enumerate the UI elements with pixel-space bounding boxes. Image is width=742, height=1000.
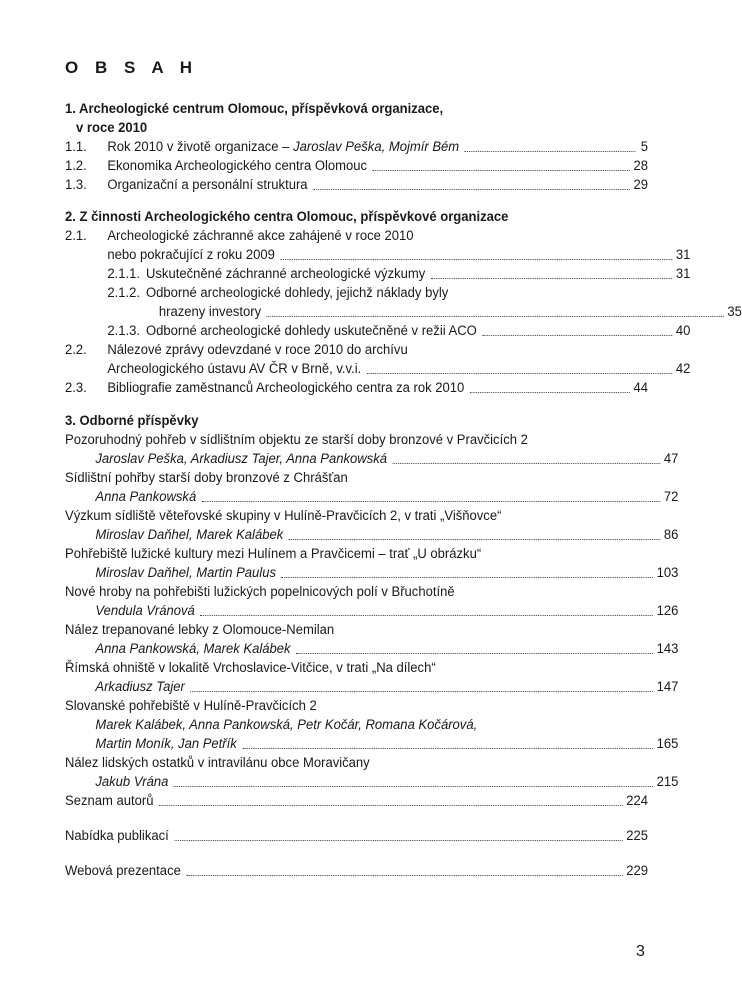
article-title[interactable]: Římská ohniště v lokalitě Vrchoslavice-Vitčice, v trati „Na dílech“ [65,660,436,676]
toc-entry[interactable]: 1.1. Rok 2010 v životě organizace – Jaroslav Peška, Mojmír Bém 5 [65,139,649,155]
page-ref: 86 [663,527,679,543]
page-ref: 225 [626,828,649,844]
page-ref: 29 [633,177,649,193]
page-ref: 47 [663,451,679,467]
page-ref: 28 [633,158,649,174]
article-title[interactable]: Pohřebiště lužické kultury mezi Hulínem a Pravčicemi – trať „U obrázku“ [65,546,482,562]
page-ref: 126 [656,603,679,619]
page-ref: 165 [656,736,679,752]
toc-entry[interactable]: 2.3. Bibliografie zaměstnanců Archeologického centra za rok 2010 44 [65,380,649,396]
toc-entry[interactable]: 2.1.1. Uskutečněné záchranné archeologické výzkumy 31 [107,266,691,282]
section-1-heading-cont: v roce 2010 [76,120,148,136]
toc-entry[interactable]: 1.3. Organizační a personální struktura 29 [65,177,649,193]
toc-entry-cont[interactable]: nebo pokračující z roku 2009 31 [107,247,691,263]
toc-title: O B S A H [65,58,199,77]
page-ref: 35 [727,304,742,320]
toc-entry[interactable]: 2.1.3. Odborné archeologické dohledy uskutečněné v režii ACO 40 [107,323,691,339]
article-title[interactable]: Sídlištní pohřby starší doby bronzové z Chrášťan [65,470,348,486]
toc-entry[interactable]: 2.1.2. Odborné archeologické dohledy, jejichž náklady byly [107,285,449,301]
page-ref: 147 [656,679,679,695]
page-ref: 224 [626,793,649,809]
section-3-heading: 3. Odborné příspěvky [65,413,199,429]
article-title[interactable]: Slovanské pohřebiště v Hulíně-Pravčicích 2 [65,698,317,714]
article-authors[interactable]: Jakub Vrána 215 [95,774,679,790]
article-authors[interactable]: Anna Pankowská, Marek Kalábek 143 [95,641,679,657]
page-ref: 143 [656,641,679,657]
page-ref: 31 [675,247,691,263]
article-title[interactable]: Pozoruhodný pohřeb v sídlištním objektu ze starší doby bronzové v Pravčicích 2 [65,432,528,448]
toc-entry-cont[interactable]: hrazeny investory 35 [158,304,742,320]
article-authors[interactable]: Miroslav Daňhel, Marek Kalábek 86 [95,527,679,543]
article-authors[interactable]: Anna Pankowská 72 [95,489,679,505]
toc-entry[interactable]: 2.2. Nálezové zprávy odevzdané v roce 2010 do archívu [65,342,408,358]
toc-entry[interactable]: 2.1. Archeologické záchranné akce zahájené v roce 2010 [65,228,414,244]
article-title[interactable]: Výzkum sídliště věteřovské skupiny v Hulíně-Pravčicích 2, v trati „Višňovce“ [65,508,502,524]
page-ref: 5 [640,139,649,155]
article-authors[interactable]: Miroslav Daňhel, Martin Paulus 103 [95,565,679,581]
article-authors[interactable]: Marek Kalábek, Anna Pankowská, Petr Kočár, Romana Kočárová, [95,717,478,733]
section-1-heading: 1. Archeologické centrum Olomouc, příspěvková organizace, [65,101,444,117]
page-ref: 44 [633,380,649,396]
page-number: 3 [636,943,645,960]
page-ref: 229 [626,863,649,879]
article-authors[interactable]: Vendula Vránová 126 [95,603,679,619]
page-ref: 72 [663,489,679,505]
toc-entry-cont[interactable]: Archeologického ústavu AV ČR v Brně, v.v.i. 42 [107,361,691,377]
section-2-heading: 2. Z činnosti Archeologického centra Olomouc, příspěvkové organizace [65,209,509,225]
page-ref: 103 [656,565,679,581]
toc-entry-authors-list[interactable]: Seznam autorů 224 [65,793,649,809]
toc-entry[interactable]: 1.2. Ekonomika Archeologického centra Olomouc 28 [65,158,649,174]
page-ref: 42 [675,361,691,377]
toc-entry-web[interactable]: Webová prezentace 229 [65,863,649,879]
toc-entry-publications[interactable]: Nabídka publikací 225 [65,828,649,844]
page-ref: 215 [656,774,679,790]
article-title[interactable]: Nové hroby na pohřebišti lužických popelnicových polí v Břuchotíně [65,584,455,600]
article-authors-cont[interactable]: Martin Moník, Jan Petřík 165 [95,736,679,752]
article-authors[interactable]: Jaroslav Peška, Arkadiusz Tajer, Anna Pankowská 47 [95,451,679,467]
article-authors[interactable]: Arkadiusz Tajer 147 [95,679,679,695]
article-title[interactable]: Nález trepanované lebky z Olomouce-Nemilan [65,622,335,638]
article-title[interactable]: Nález lidských ostatků v intravilánu obce Moravičany [65,755,370,771]
page-ref: 31 [675,266,691,282]
page-ref: 40 [675,323,691,339]
